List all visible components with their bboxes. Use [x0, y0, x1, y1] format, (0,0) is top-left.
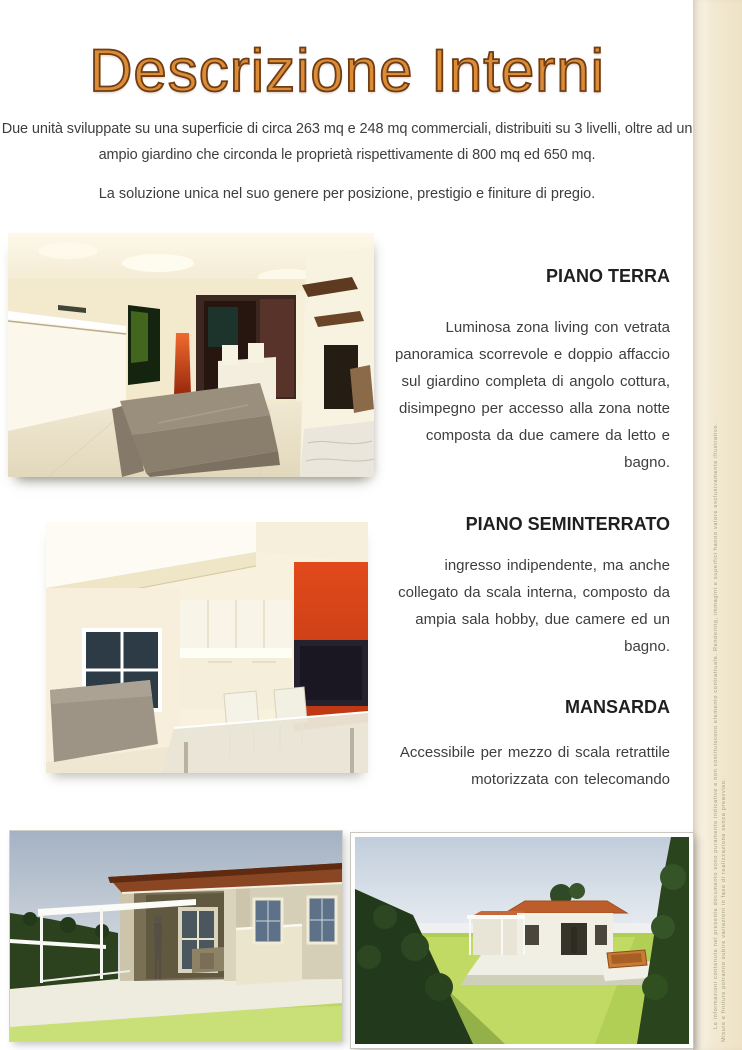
person-figure	[571, 927, 577, 953]
section-heading: PIANO SEMINTERRATO	[465, 514, 670, 534]
intro-tagline: La soluzione unica nel suo genere per posizione, prestigio e finiture di pregio.	[98, 186, 596, 202]
section-mansarda	[380, 696, 670, 793]
terracotta-roof	[505, 901, 627, 913]
section-body: Luminosa zona living con vetrata panoramica scorrevole e doppio affaccio sul giardino completa di angolo cottura, disimpegno per accesso alla zona notte composta da due camere da letto e bagno.	[394, 319, 670, 471]
intro-paragraph: Due unità sviluppate su una superficie di circa 263 mq e 248 mq commerciali, distribuiti su 3 livelli, oltre ad un ampio giardino che circonda le proprietà rispettivamente di 800 mq ed 650 mq.	[1, 121, 693, 163]
red-accent-lamp	[174, 333, 191, 395]
section-heading: PIANO TERRA	[545, 266, 670, 286]
pergola-beam	[467, 915, 525, 919]
shuttered-window	[254, 899, 282, 943]
exterior-garden-illustration	[355, 837, 689, 1044]
vertical-disclaimer-line1: Le informazioni contenute nel presente documento sono puramente indicative e non costituiscono elemento contrattuale. Rendering, immagini e superfici hanno valore esclusivamente illustrativo.	[713, 422, 719, 1029]
taverna-illustration	[46, 522, 368, 773]
section-body: Accessibile per mezzo di scala retrattile motorizzata con telecomando	[399, 744, 670, 788]
page-title: Descrizione Interni	[89, 37, 605, 104]
photo-exterior-garden	[351, 833, 693, 1048]
exterior-front-illustration	[10, 831, 342, 1041]
photo-exterior-front	[10, 831, 342, 1041]
photo-living-room-render	[8, 233, 374, 477]
section-heading: MANSARDA	[565, 697, 670, 717]
page-edge-strip	[693, 0, 742, 1050]
shuttered-window	[308, 897, 336, 943]
vertical-disclaimer-line2: Misure e finiture potranno subire variazioni in fase di realizzazione senza preavviso.	[721, 778, 727, 1042]
section-body: ingresso indipendente, ma anche collegato da scala interna, composto da ampia sala hobby, due camere ed un bagno.	[398, 557, 670, 655]
living-room-illustration	[8, 233, 374, 477]
section-piano-terra	[380, 265, 670, 476]
person-figure	[154, 923, 162, 959]
photo-taverna-render	[46, 522, 368, 773]
section-piano-seminterrato	[380, 513, 670, 660]
